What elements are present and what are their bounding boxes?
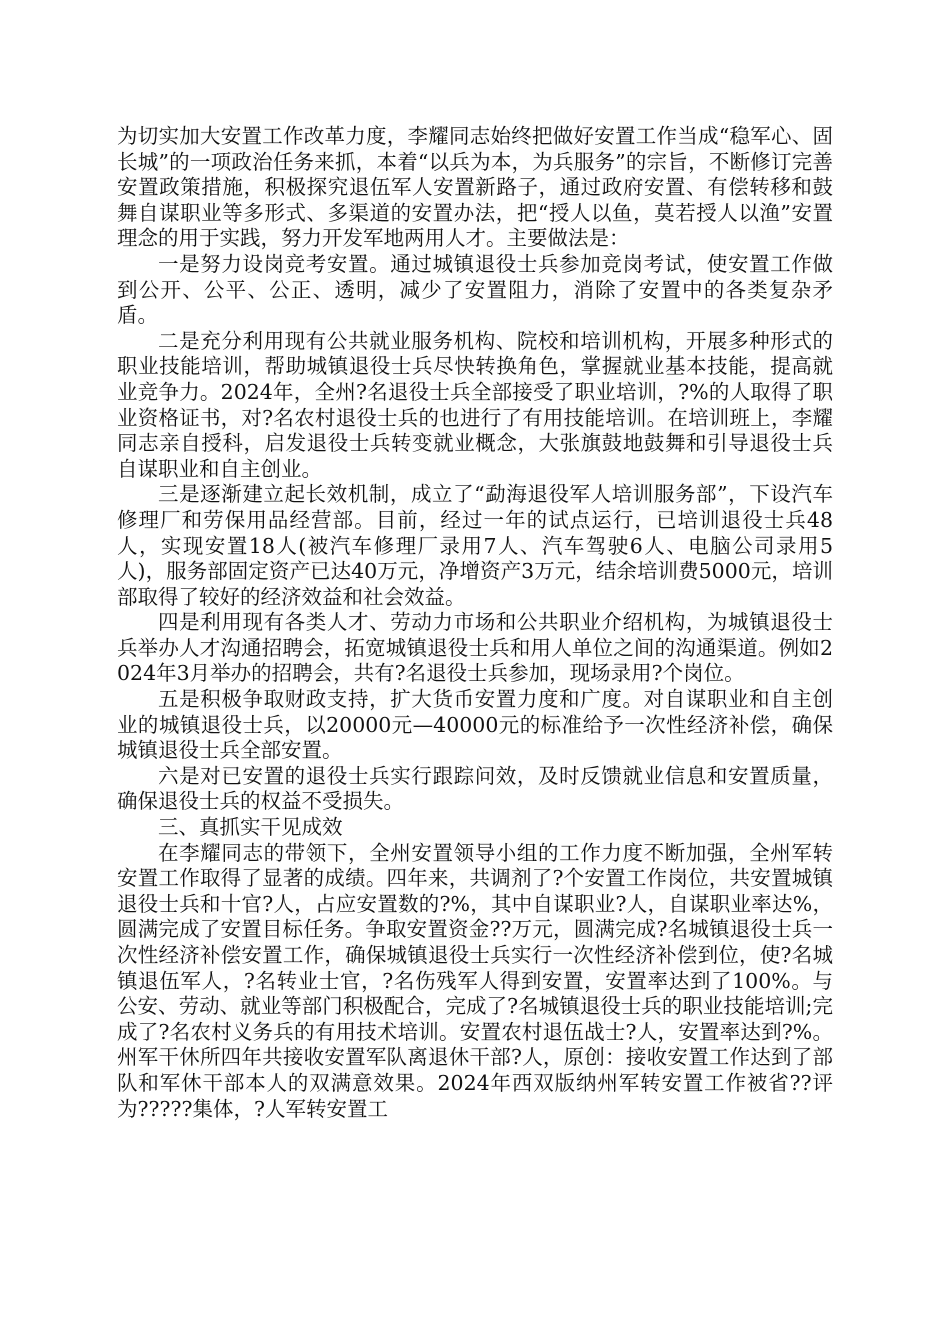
document-page bbox=[117, 124, 833, 1122]
section-heading: 三、真抓实干见成效 bbox=[158, 815, 343, 840]
intro-paragraph: 为切实加大安置工作改革力度，李耀同志始终把做好安置工作当成“稳军心、固长城”的一项政治任务来抓，本着“以兵为本，为兵服务”的宗旨，不断修订完善安置政策措施，积极探究退伍军人安置新路子，通过政府安置、有偿转移和鼓舞自谋职业等多形式、多渠道的安置办法，把“授人以鱼，莫若授人以渔”安置理念的用于实践，努力开发军地两用人才。主要做法是： bbox=[117, 124, 833, 251]
measure-1-paragraph: 一是努力设岗竞考安置。通过城镇退役士兵参加竞岗考试，使安置工作做到公开、公平、公正、透明，减少了安置阻力，消除了安置中的各类复杂矛盾。 bbox=[117, 251, 833, 328]
measure-4-paragraph: 四是利用现有各类人才、劳动力市场和公共职业介绍机构，为城镇退役士兵举办人才沟通招聘会，拓宽城镇退役士兵和用人单位之间的沟通渠道。例如2024年3月举办的招聘会，共有?名退役士兵参加，现场录用?个岗位。 bbox=[117, 610, 833, 686]
measure-3-paragraph: 三是逐渐建立起长效机制，成立了“勐海退役军人培训服务部”，下设汽车修理厂和劳保用品经营部。目前，经过一年的试点运行，已培训退役士兵48人，实现安置18人(被汽车修理厂录用7人、汽车驾驶6人、电脑公司录用5人)，服务部固定资产已达40万元，净增资产3万元，结余培训费5000元，培训部取得了较好的经济效益和社会效益。 bbox=[117, 482, 833, 609]
results-paragraph: 在李耀同志的带领下，全州安置领导小组的工作力度不断加强，全州军转安置工作取得了显著的成绩。四年来，共调剂了?个安置工作岗位，共安置城镇退役士兵和十官?人，占应安置数的?%，其中自谋职业?人，自谋职业率达%，圆满完成了安置目标任务。争取安置资金??万元，圆满完成?名城镇退役士兵一次性经济补偿安置工作，确保城镇退役士兵实行一次性经济补偿到位，使?名城镇退伍军人，?名转业士官，?名伤残军人得到安置，安置率达到了100%。与公安、劳动、就业等部门积极配合，完成了?名城镇退役士兵的职业技能培训;完成了?名农村义务兵的有用技术培训。安置农村退伍战士?人，安置率达到?%。州军干休所四年共接收安置军队离退休干部?人，原创：接收安置工作达到了部队和军休干部本人的双满意效果。2024年西双版纳州军转安置工作被省??评为?????集体，?人军转安置工 bbox=[117, 840, 833, 1121]
measure-2-paragraph: 二是充分利用现有公共就业服务机构、院校和培训机构，开展多种形式的职业技能培训，帮助城镇退役士兵尽快转换角色，掌握就业基本技能，提高就业竞争力。2024年，全州?名退役士兵全部接受了职业培训，?%的人取得了职业资格证书，对?名农村退役士兵的也进行了有用技能培训。在培训班上，李耀同志亲自授科，启发退役士兵转变就业概念，大张旗鼓地鼓舞和引导退役士兵自谋职业和自主创业。 bbox=[117, 328, 833, 481]
measure-6-paragraph: 六是对已安置的退役士兵实行跟踪问效，及时反馈就业信息和安置质量，确保退役士兵的权益不受损失。 bbox=[117, 763, 833, 814]
measure-5-paragraph: 五是积极争取财政支持，扩大货币安置力度和广度。对自谋职业和自主创业的城镇退役士兵，以20000元—40000元的标准给予一次性经济补偿，确保城镇退役士兵全部安置。 bbox=[117, 687, 833, 763]
